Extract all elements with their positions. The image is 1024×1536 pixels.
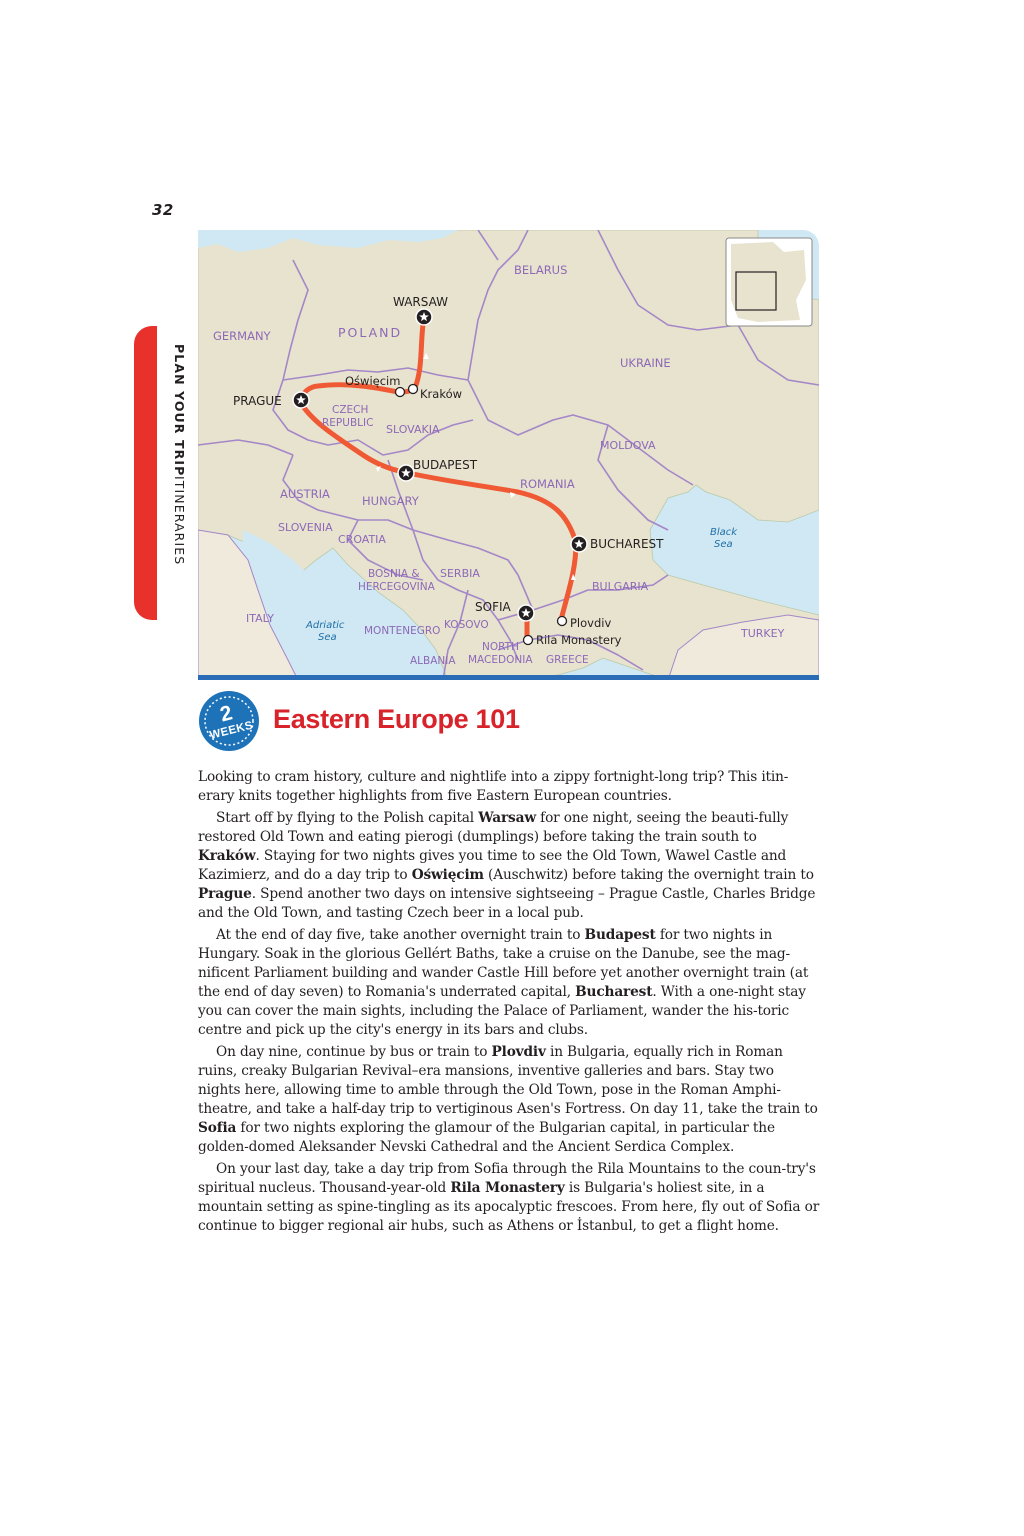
label-italy: ITALY (246, 612, 275, 625)
label-black: Black (710, 527, 738, 538)
label-plovdiv: Plovdiv (570, 616, 612, 630)
label-republic: REPUBLIC (322, 417, 374, 429)
label-hercegovina: HERCEGOVINA (358, 581, 435, 593)
body-paragraph (198, 768, 820, 806)
body-paragraph (198, 1043, 820, 1157)
capital-marker (571, 536, 587, 552)
label-belarus: BELARUS (514, 263, 568, 277)
label-romania: ROMANIA (520, 477, 575, 491)
body-paragraph (198, 809, 820, 923)
itinerary-body (198, 768, 820, 1239)
capital-marker (518, 605, 534, 621)
label-croatia: CROATIA (338, 533, 386, 546)
label-czech: CZECH (332, 404, 369, 416)
body-text-run: . Spend another two days on intensive sightseeing – Prague Castle, Charles Bridge and the Old Town, and tasting Czech beer in a local pub. (198, 886, 816, 921)
body-text-run: . With a one-night stay you can cover the main sights, including the Palace of Parliament, wander the his-toric centre and pick up the city's energy in its bars and clubs. (198, 984, 806, 1038)
label-oswiecim: Oświęcim (345, 374, 401, 388)
body-text-run: is Bulgaria's holiest site, in a mountain setting as spine-tingling as its apocalyptic frescoes. From here, fly out of Sofia or continue to bigger regional air hubs, such as Athens or İstanbul, to get a flight home. (198, 1180, 820, 1234)
label-bosnia: BOSNIA & (368, 568, 420, 580)
label-hungary: HUNGARY (362, 494, 419, 508)
label-macedonia: MACEDONIA (468, 654, 533, 666)
label-turkey: TURKEY (741, 627, 785, 640)
place-name: Oświęcim (411, 867, 484, 883)
label-adriatic: Adriatic (306, 620, 345, 631)
label-greece: GREECE (546, 654, 589, 666)
body-text-run: in Bulgaria, equally rich in Roman ruins, creaky Bulgarian Revival–era mansions, inventive galleries and bars. Stay two nights here, allowing time to amble through the Old Town, pose in the Roman Amphi-theatre, and take a half-day trip to vertiginous Asen's Fortress. On day 11, take the train to (198, 1044, 818, 1117)
subsection-title: ITINERARIES (172, 476, 187, 566)
label-rila-monastery: Rila Monastery (536, 633, 622, 647)
body-text-run: for one night, seeing the beauti-fully restored Old Town and eating pierogi (dumplings) before taking the train south to (198, 810, 789, 845)
label-poland: POLAND (338, 325, 403, 340)
capital-marker (416, 309, 432, 325)
weeks-badge (195, 690, 265, 752)
label-bucharest: BUCHAREST (590, 537, 664, 551)
label-germany: GERMANY (213, 329, 271, 343)
body-text-run: . Staying for two nights gives you time to see the Old Town, Wawel Castle and Kazimierz, and do a day trip to (198, 848, 787, 883)
label-serbia: SERBIA (440, 567, 480, 580)
route-map (198, 230, 819, 680)
place-name: Bucharest (575, 984, 653, 1000)
place-name: Kraków (198, 848, 256, 864)
body-paragraph (198, 926, 820, 1040)
place-name: Plovdiv (491, 1044, 546, 1060)
label-krakow: Kraków (420, 387, 463, 401)
body-text-run: erary knits together highlights from five Eastern European countries. (198, 788, 672, 804)
label-kosovo: KOSOVO (444, 619, 489, 631)
body-paragraph (198, 1160, 820, 1236)
itinerary-title: Eastern Europe 101 (273, 704, 520, 734)
label-moldova: MOLDOVA (600, 439, 656, 452)
place-name: Warsaw (478, 810, 536, 826)
section-tab (134, 326, 157, 620)
place-name: Prague (198, 886, 252, 902)
label-montenegro: MONTENEGRO (364, 625, 441, 637)
label-slovenia: SLOVENIA (278, 521, 333, 534)
body-text-run: On day nine, continue by bus or train to (216, 1044, 492, 1060)
label-black-sea: Sea (714, 539, 733, 550)
badge-number: 2 (217, 701, 235, 727)
map-bottom-border (198, 675, 819, 680)
capital-marker (293, 392, 309, 408)
place-name: Rila Monastery (450, 1180, 565, 1196)
label-slovakia: SLOVAKIA (386, 423, 440, 436)
route-map-svg (198, 230, 819, 680)
label-austria: AUSTRIA (280, 487, 330, 501)
body-text-run: for two nights exploring the glamour of the Bulgarian capital, in particular the golden-domed Aleksander Nevski Cathedral and the Ancient Serdica Complex. (198, 1120, 775, 1155)
page-number: 32 (152, 201, 174, 219)
badge-unit: WEEKS (208, 719, 255, 742)
body-text-run: (Auschwitz) before taking the overnight train to (483, 867, 814, 883)
body-text-run: Looking to cram history, culture and nightlife into a zippy fortnight-long trip? This itin- (198, 769, 789, 785)
label-sofia: SOFIA (475, 600, 511, 614)
body-text-run: On your last day, take a day trip from Sofia through the Rila Mountains to the coun-try's spiritual nucleus. Thousand-year-old (198, 1161, 816, 1196)
locator-inset (726, 238, 812, 326)
place-name: Budapest (584, 927, 656, 943)
label-north: NORTH (482, 641, 519, 653)
body-text-run: Start off by flying to the Polish capital (216, 810, 479, 826)
label-bulgaria: BULGARIA (592, 580, 649, 593)
capital-marker (398, 465, 414, 481)
label-warsaw: WARSAW (393, 295, 449, 309)
place-name: Sofia (198, 1120, 237, 1136)
section-title: PLAN YOUR TRIP (172, 344, 187, 477)
body-text-run: At the end of day five, take another overnight train to (216, 927, 585, 943)
label-ukraine: UKRAINE (620, 356, 671, 370)
label-budapest: BUDAPEST (413, 458, 478, 472)
label-prague: PRAGUE (233, 394, 282, 408)
label-adriatic-sea: Sea (318, 632, 337, 643)
section-label (163, 344, 187, 604)
body-text-run: for two nights in Hungary. Soak in the glorious Gellért Baths, take a cruise on the Danube, see the mag-nificent Parliament building and wander Castle Hill before yet another overnight train (at the end of day seven) to Romania's underrated capital, (198, 927, 809, 1000)
label-albania: ALBANIA (410, 655, 456, 667)
